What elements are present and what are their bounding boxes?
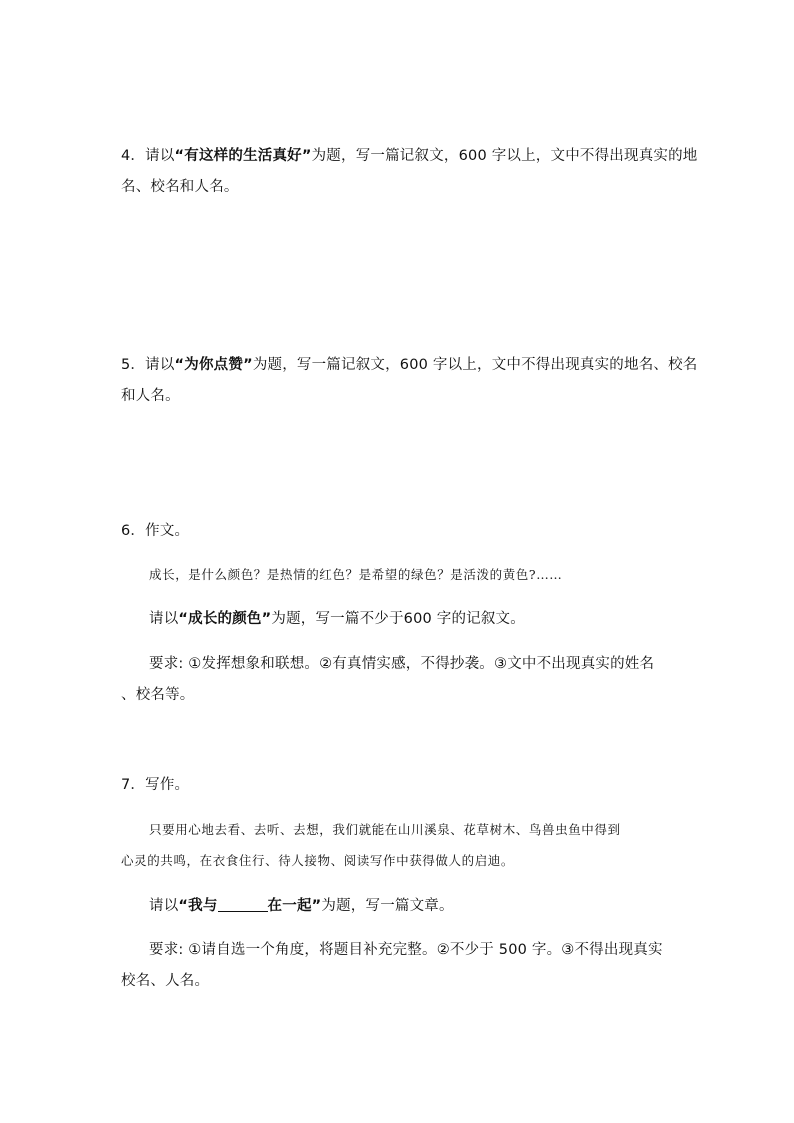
q6-requirements-1: 要求: ①发挥想象和联想。②有真情实感，不得抄袭。③文中不出现真实的姓名 — [149, 656, 655, 672]
q4-line-1 — [121, 146, 698, 166]
q7-prompt-2: 心灵的共鸣，在衣食住行、待人接物、阅读写作中获得做人的启迪。 — [121, 853, 515, 868]
q4-number: 4． — [121, 148, 146, 164]
q6-prompt: 成长，是什么颜色？是热情的红色？是希望的绿色？是活泼的黄色?…… — [149, 567, 563, 582]
q7-requirements-2: 校名、人名。 — [121, 973, 210, 989]
q4-pre: 请以 — [145, 148, 175, 164]
q5-pre: 请以 — [145, 357, 175, 373]
q6-requirements-2: 、校名等。 — [121, 687, 195, 703]
q6-inst-pre: 请以 — [149, 611, 179, 627]
q5-title: “为你点赞” — [174, 357, 253, 373]
q7-number: 7． — [121, 777, 146, 793]
q4-title: “有这样的生活真好” — [174, 148, 312, 164]
q7-requirements-1: 要求: ①请自选一个角度，将题目补充完整。②不少于 500 字。③不得出现真实 — [149, 942, 663, 958]
q5-line-2: 和人名。 — [121, 388, 180, 404]
q5-number: 5． — [121, 357, 146, 373]
q6-label: 作文。 — [145, 523, 190, 539]
q7-fill-blank — [218, 897, 268, 912]
q7-label: 写作。 — [145, 777, 190, 793]
q6-instruction — [149, 609, 525, 629]
q4-line-2: 名、校名和人名。 — [121, 179, 239, 195]
q4-post: 为题，写一篇记叙文，600 字以上，文中不得出现真实的地 — [311, 148, 698, 164]
q6-inst-post: 为题，写一篇不少于600 字的记叙文。 — [271, 611, 525, 627]
q5-line-1 — [121, 355, 698, 375]
q6-number: 6． — [121, 523, 146, 539]
q7-inst-pre: 请以 — [149, 898, 179, 914]
q7-line-1 — [121, 775, 189, 795]
q7-instruction — [149, 896, 454, 916]
q6-inst-title: “成长的颜色” — [178, 611, 272, 627]
q7-inst-post: 为题，写一篇文章。 — [321, 898, 454, 914]
q7-inst-title-a: “我与 — [178, 898, 218, 914]
q7-inst-title-b: 在一起” — [267, 898, 322, 914]
q5-post: 为题，写一篇记叙文，600 字以上，文中不得出现真实的地名、校名 — [252, 357, 698, 373]
q7-prompt-1: 只要用心地去看、去听、去想，我们就能在山川溪泉、花草树木、鸟兽虫鱼中得到 — [149, 822, 621, 837]
q6-line-1 — [121, 521, 189, 541]
